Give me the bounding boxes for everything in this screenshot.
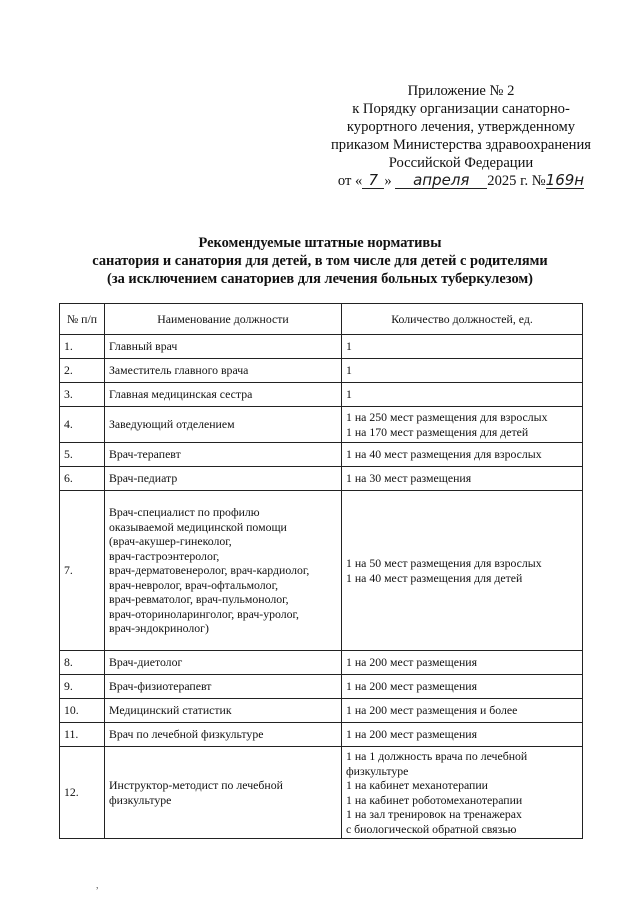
table-row [60,723,583,747]
header-quantity: Количество должностей, ед. [342,304,583,335]
cell-num: 12. [60,747,105,839]
table-row [60,383,583,407]
header-position: Наименование должности [105,304,342,335]
cell-qty: 1 на 200 мест размещения [342,651,583,675]
cell-name: Врач по лечебной физкультуре [105,723,342,747]
appendix-line: курортного лечения, утвержденному [346,119,576,135]
cell-num: 2. [60,359,105,383]
cell-name: Врач-терапевт [105,443,342,467]
appendix-line: приказом Министерства здравоохранения [331,137,591,153]
cell-qty: 1 на 200 мест размещения [342,723,583,747]
cell-name: Врач-физиотерапевт [105,675,342,699]
table-row [60,335,583,359]
cell-num: 3. [60,383,105,407]
table-row [60,443,583,467]
staffing-table [59,303,583,839]
cell-name: Главный врач [105,335,342,359]
document-title [0,234,640,288]
cell-num: 11. [60,723,105,747]
cell-name: Врач-диетолог [105,651,342,675]
cell-num: 1. [60,335,105,359]
handwritten-day: 7 [362,172,384,189]
cell-name: Главная медицинская сестра [105,383,342,407]
cell-qty: 1 на 200 мест размещения и более [342,699,583,723]
table-row [60,675,583,699]
appendix-line: к Порядку организации санаторно- [352,101,570,117]
table-row [60,651,583,675]
cell-qty: 1 на 250 мест размещения для взрослых 1 на 170 мест размещения для детей [342,407,583,443]
cell-qty: 1 на 30 мест размещения [342,467,583,491]
cell-qty: 1 на 40 мест размещения для взрослых [342,443,583,467]
date-prefix: от « [337,173,363,189]
cell-qty: 1 на 200 мест размещения [342,675,583,699]
cell-qty: 1 на 50 мест размещения для взрослых 1 на 40 мест размещения для детей [342,491,583,651]
cell-name: Инструктор-методист по лечебной физкультуре [105,747,342,839]
title-line: Рекомендуемые штатные нормативы [198,235,442,251]
cell-num: 5. [60,443,105,467]
handwritten-order-number: 169н [545,171,585,189]
cell-num: 7. [60,491,105,651]
date-year: 2025 г. № [487,173,546,189]
appendix-line: Приложение № 2 [407,83,515,99]
table-row [60,491,583,651]
cell-num: 10. [60,699,105,723]
cell-num: 4. [60,407,105,443]
scan-mark: , [96,880,99,891]
header-num: № п/п [60,304,105,335]
cell-num: 6. [60,467,105,491]
cell-qty: 1 на 1 должность врача по лечебной физкультуре 1 на кабинет механотерапии 1 на кабинет роботомеханотерапии 1 на зал тренировок на тренажерах с биологической обратной связью [342,747,583,839]
order-date-line [330,172,592,190]
cell-name: Врач-специалист по профилю оказываемой медицинской помощи (врач-акушер-гинеколог, врач-гастроэнтеролог, врач-дерматовенеролог, врач-кардиолог, врач-невролог, врач-офтальмолог, врач-ревматолог, врач-пульмонолог, врач-оториноларинголог, врач-уролог, врач-эндокринолог) [105,491,342,651]
title-line: санатория и санатория для детей, в том числе для детей с родителями [92,253,548,269]
table-row [60,407,583,443]
cell-qty: 1 [342,383,583,407]
cell-name: Медицинский статистик [105,699,342,723]
cell-num: 8. [60,651,105,675]
cell-qty: 1 [342,335,583,359]
table-row [60,467,583,491]
table-row [60,359,583,383]
table-row [60,699,583,723]
title-line: (за исключением санаториев для лечения больных туберкулезом) [107,271,533,287]
cell-name: Заместитель главного врача [105,359,342,383]
cell-num: 9. [60,675,105,699]
cell-name: Заведующий отделением [105,407,342,443]
cell-qty: 1 [342,359,583,383]
handwritten-month: апреля [395,172,487,189]
cell-name: Врач-педиатр [105,467,342,491]
appendix-line: Российской Федерации [388,155,534,171]
table-header-row [60,304,583,335]
appendix-block [330,82,592,190]
date-mid: » [384,173,392,189]
table-row [60,747,583,839]
